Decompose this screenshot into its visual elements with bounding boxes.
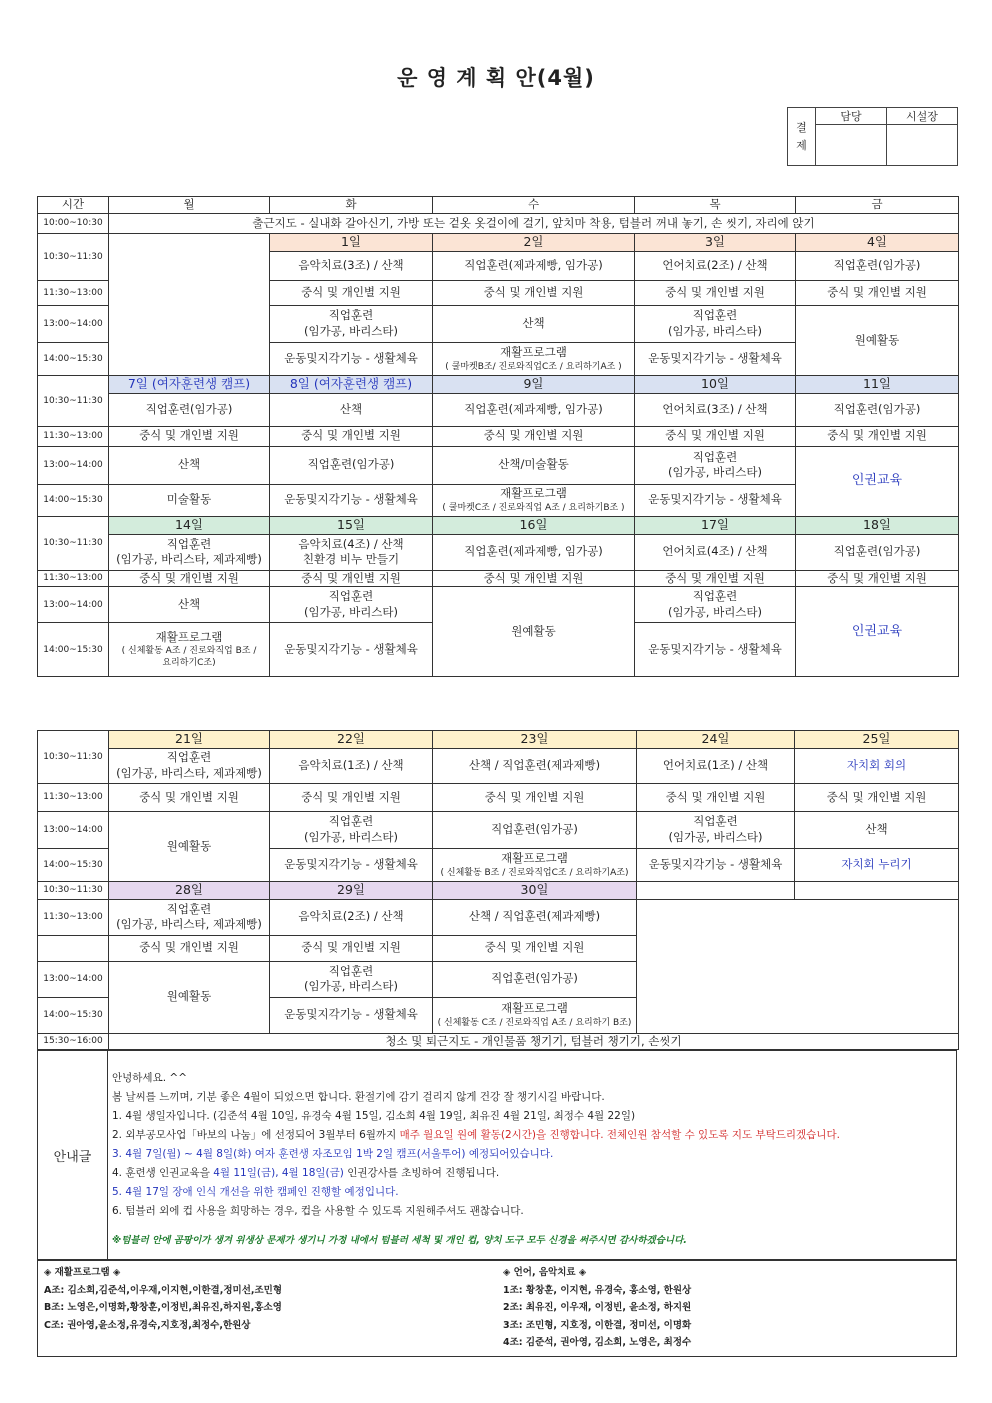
time-cell: 11:30~13:00 [38,280,109,305]
activity-cell: 음악치료(3조) / 산책 [270,251,433,280]
activity-cell: 직업훈련(임가공) [796,393,959,426]
header-time: 시간 [38,197,109,214]
activity-cell: 재활프로그램 ( 신체활동 C조 / 진로와직업 A조 / 요리하기 B조) [433,997,637,1033]
group-3: 3조: 조민형, 지호정, 이한결, 정미선, 이명화 [503,1319,692,1331]
lunch-cell: 중식 및 개인별 지원 [635,570,796,587]
time-cell: 14:00~15:30 [38,484,109,516]
approval-sign-2[interactable] [887,125,958,166]
time-cell: 11:30~13:00 [38,570,109,587]
schedule-table-1 [37,196,959,677]
day-header: 8일 (여자훈련생 캠프) [270,375,433,393]
activity-cell: 운동및지각기능 - 생활체육 [270,623,433,677]
rehab-groups [44,1264,282,1334]
empty-cell [795,881,959,899]
group-2: 2조: 최유진, 이우재, 이정빈, 윤소정, 하지원 [503,1302,692,1313]
day-header: 11일 [796,375,959,393]
arrival-guidance: 출근지도 - 실내화 갈아신기, 가방 또는 겉옷 옷걸이에 걸기, 앞치마 착용, 텀블러 꺼내 놓기, 손 씻기, 자리에 앉기 [109,214,959,234]
lunch-cell: 중식 및 개인별 지원 [796,426,959,446]
header-tue: 화 [270,197,433,214]
activity-cell: 언어치료(3조) / 산책 [635,393,796,426]
therapy-groups [503,1264,691,1352]
day-header: 15일 [270,516,433,534]
day-header: 14일 [109,516,270,534]
time-cell: 10:30~11:30 [38,375,109,426]
activity-cell: 직업훈련 (임가공, 바리스타) [635,305,796,342]
lunch-cell: 중식 및 개인별 지원 [433,570,635,587]
activity-cell: 산책/미술활동 [433,446,635,484]
activity-cell: 재활프로그램 ( 신체활동 B조 / 진로와직업C조 / 요리하기A조) [433,848,637,881]
day-header: 28일 [109,881,270,899]
activity-cell: 음악치료(4조) / 산책 친환경 비누 만들기 [270,534,433,570]
activity-cell: 직업훈련 (임가공, 바리스타, 제과제빵) [109,534,270,570]
day-header: 10일 [635,375,796,393]
time-cell: 13:00~14:00 [38,305,109,342]
activity-cell: 운동및지각기능 - 생활체육 [635,484,796,516]
activity-cell: 재활프로그램 ( 쿨마켓C조 / 진로와직업 A조 / 요리하기B조 ) [433,484,635,516]
activity-cell: 운동및지각기능 - 생활체육 [635,623,796,677]
time-cell: 10:30~11:30 [38,516,109,570]
lunch-cell: 중식 및 개인별 지원 [796,280,959,305]
lunch-cell: 중식 및 개인별 지원 [795,783,959,811]
day-header: 2일 [433,234,635,252]
day-header: 24일 [637,731,795,749]
notice-line: 5. 4월 17일 장애 인식 개선을 위한 캠페인 진행할 예정입니다. [112,1186,399,1198]
time-cell: 11:30~13:00 [38,899,109,935]
lunch-cell: 중식 및 개인별 지원 [270,426,433,446]
day-header: 21일 [109,731,270,749]
lunch-cell: 중식 및 개인별 지원 [433,935,637,961]
time-cell: 10:30~11:30 [38,731,109,784]
activity-cell: 원예활동 [109,961,270,1033]
time-cell: 10:30~11:30 [38,234,109,281]
time-cell: 14:00~15:30 [38,997,109,1033]
time-cell: 14:00~15:30 [38,342,109,375]
day-header: 16일 [433,516,635,534]
lunch-cell: 중식 및 개인별 지원 [109,783,270,811]
header-wed: 수 [433,197,635,214]
activity-cell: 운동및지각기능 - 생활체육 [637,848,795,881]
group-b: B조: 노영은,이명화,황창훈,이정빈,최유진,하지원,홍소영 [44,1302,282,1313]
activity-cell: 운동및지각기능 - 생활체육 [270,997,433,1033]
activity-cell: 직업훈련(임가공) [109,393,270,426]
activity-cell: 음악치료(1조) / 산책 [270,748,433,783]
time-cell: 13:00~14:00 [38,961,109,997]
lunch-cell: 중식 및 개인별 지원 [270,280,433,305]
time-cell: 15:30~16:00 [38,1033,109,1050]
time-cell: 13:00~14:00 [38,446,109,484]
lunch-cell: 중식 및 개인별 지원 [635,426,796,446]
activity-cell: 자치회 누리기 [795,848,959,881]
activity-cell: 미술활동 [109,484,270,516]
notice-line: 봄 날씨를 느끼며, 기분 좋은 4월이 되었으면 합니다. 환절기에 감기 걸리지 않게 건강 잘 챙기시길 바랍니다. [112,1091,605,1103]
activity-cell: 재활프로그램 ( 쿨마켓B조/ 진로와직업C조 / 요리하기A조 ) [433,342,635,375]
empty-cell [637,881,795,899]
activity-cell: 직업훈련 (임가공, 바리스타) [270,961,433,997]
empty-cell [109,234,270,376]
activity-cell: 직업훈련(제과제빵, 임가공) [433,251,635,280]
lunch-cell: 중식 및 개인별 지원 [637,783,795,811]
activity-cell: 직업훈련(제과제빵, 임가공) [433,393,635,426]
empty-cell [637,899,959,1033]
day-header: 9일 [433,375,635,393]
time-cell: 13:00~14:00 [38,587,109,623]
activity-cell: 산책 [795,811,959,848]
leave-guidance: 청소 및 퇴근지도 - 개인물품 챙기기, 텀블러 챙기기, 손씻기 [109,1033,959,1050]
rehab-groups-title: ◈ 재활프로그램 ◈ [44,1267,121,1278]
activity-cell: 언어치료(4조) / 산책 [635,534,796,570]
notice-line: 2. 외부공모사업「바보의 나눔」에 선정되어 3월부터 6월까지 매주 월요일 원예 활동(2시간)을 진행합니다. 전체인원 참석할 수 있도록 지도 부탁드리겠습니다. [112,1129,840,1141]
activity-cell: 원예활동 [796,305,959,375]
day-header: 7일 (여자훈련생 캠프) [109,375,270,393]
notice-line: 6. 텀블러 외에 컵 사용을 희망하는 경우, 컵을 사용할 수 있도록 지원해주셔도 괜찮습니다. [112,1205,524,1217]
notice-line: 4. 훈련생 인권교육을 4월 11일(금), 4월 18일(금) 인권강사를 초빙하여 진행됩니다. [112,1167,500,1179]
day-header: 29일 [270,881,433,899]
activity-cell: 운동및지각기능 - 생활체육 [635,342,796,375]
day-header: 4일 [796,234,959,252]
time-cell [38,935,109,961]
day-header: 18일 [796,516,959,534]
activity-cell: 직업훈련 (임가공, 바리스타) [637,811,795,848]
lunch-cell: 중식 및 개인별 지원 [635,280,796,305]
activity-cell: 산책 / 직업훈련(제과제빵) [433,899,637,935]
activity-cell: 인권교육 [796,587,959,677]
notice-label: 안내글 [38,1051,108,1259]
lunch-cell: 중식 및 개인별 지원 [270,783,433,811]
lunch-cell: 중식 및 개인별 지원 [270,570,433,587]
page-title: 운 영 계 획 안(4월) [397,66,595,90]
day-header: 25일 [795,731,959,749]
activity-cell: 직업훈련(임가공) [270,446,433,484]
table-header-row [38,197,959,214]
group-c: C조: 권아영,윤소정,유경숙,지호정,최정수,한원상 [44,1319,251,1331]
activity-cell: 운동및지각기능 - 생활체육 [270,848,433,881]
notice-line: 1. 4월 생일자입니다. (김준석 4월 10일, 유경숙 4월 15일, 김소희 4월 19일, 최유진 4월 21일, 최정수 4월 22일) [112,1110,636,1122]
lunch-cell: 중식 및 개인별 지원 [796,570,959,587]
day-header: 1일 [270,234,433,252]
activity-cell: 재활프로그램 ( 신체활동 A조 / 진로와직업 B조 / 요리하기C조) [109,623,270,677]
lunch-cell: 중식 및 개인별 지원 [433,426,635,446]
therapy-groups-title: ◈ 언어, 음악치료 ◈ [503,1267,587,1278]
activity-cell: 직업훈련 (임가공, 바리스타) [270,305,433,342]
activity-cell: 직업훈련 (임가공, 바리스타) [635,446,796,484]
activity-cell: 자치회 회의 [795,748,959,783]
group-a: A조: 김소희,김준석,이우재,이지현,이한결,정미선,조민형 [44,1284,283,1296]
activity-cell: 운동및지각기능 - 생활체육 [270,484,433,516]
lunch-cell: 중식 및 개인별 지원 [270,935,433,961]
time-cell: 10:30~11:30 [38,881,109,899]
lunch-cell: 중식 및 개인별 지원 [433,280,635,305]
header-thu: 목 [635,197,796,214]
lunch-cell: 중식 및 개인별 지원 [109,935,270,961]
activity-cell: 직업훈련 (임가공, 바리스타) [270,811,433,848]
activity-cell: 직업훈련 (임가공, 바리스타) [270,587,433,623]
approval-sign-1[interactable] [816,125,887,166]
activity-cell: 음악치료(2조) / 산책 [270,899,433,935]
day-header: 22일 [270,731,433,749]
activity-cell: 산책 [270,393,433,426]
notice-box [37,1050,957,1260]
approval-box [787,107,958,166]
header-mon: 월 [109,197,270,214]
day-header: 30일 [433,881,637,899]
time-cell: 11:30~13:00 [38,783,109,811]
notice-warning: ※텀블러 안에 곰팡이가 생겨 위생상 문제가 생기니 가정 내에서 텀블러 세척 및 개인 컵, 양치 도구 모두 신경을 써주시면 감사하겠습니다. [112,1235,687,1246]
approval-col1: 담당 [816,108,887,125]
activity-cell: 언어치료(2조) / 산책 [635,251,796,280]
time-cell: 14:00~15:30 [38,848,109,881]
activity-cell: 산책 [433,305,635,342]
group-4: 4조: 김준석, 권아영, 김소희, 노영은, 최정수 [503,1337,692,1348]
activity-cell: 직업훈련(임가공) [796,534,959,570]
activity-cell: 산책 [109,587,270,623]
activity-cell: 직업훈련(제과제빵, 임가공) [433,534,635,570]
activity-cell: 운동및지각기능 - 생활체육 [270,342,433,375]
group-1: 1조: 황창훈, 이지현, 유경숙, 홍소영, 한원상 [503,1284,692,1296]
group-list [37,1260,957,1357]
activity-cell: 원예활동 [109,811,270,881]
header-fri: 금 [796,197,959,214]
notice-body [112,1069,840,1250]
schedule-table-2 [37,730,959,1050]
activity-cell: 직업훈련 (임가공, 바리스타, 제과제빵) [109,899,270,935]
day-header: 3일 [635,234,796,252]
arrival-row [38,214,959,234]
activity-cell: 산책 [109,446,270,484]
notice-line: 안녕하세요. ^^ [112,1072,187,1084]
activity-cell: 직업훈련 (임가공, 바리스타, 제과제빵) [109,748,270,783]
day-header: 23일 [433,731,637,749]
activity-cell: 직업훈련 (임가공, 바리스타) [635,587,796,623]
time-cell: 10:00~10:30 [38,214,109,234]
activity-cell: 원예활동 [433,587,635,677]
time-cell: 14:00~15:30 [38,623,109,677]
activity-cell: 언어치료(1조) / 산책 [637,748,795,783]
approval-col2: 시설장 [887,108,958,125]
activity-cell: 산책 / 직업훈련(제과제빵) [433,748,637,783]
time-cell: 13:00~14:00 [38,811,109,848]
approval-label: 결 제 [788,108,816,166]
time-cell: 11:30~13:00 [38,426,109,446]
activity-cell: 직업훈련(임가공) [433,811,637,848]
lunch-cell: 중식 및 개인별 지원 [109,570,270,587]
activity-cell: 인권교육 [796,446,959,516]
notice-line: 3. 4월 7일(월) ~ 4월 8일(화) 여자 훈련생 자조모임 1박 2일 캠프(서울투어) 예정되어있습니다. [112,1148,554,1160]
activity-cell: 직업훈련(임가공) [433,961,637,997]
lunch-cell: 중식 및 개인별 지원 [109,426,270,446]
activity-cell: 직업훈련(임가공) [796,251,959,280]
day-header: 17일 [635,516,796,534]
lunch-cell: 중식 및 개인별 지원 [433,783,637,811]
